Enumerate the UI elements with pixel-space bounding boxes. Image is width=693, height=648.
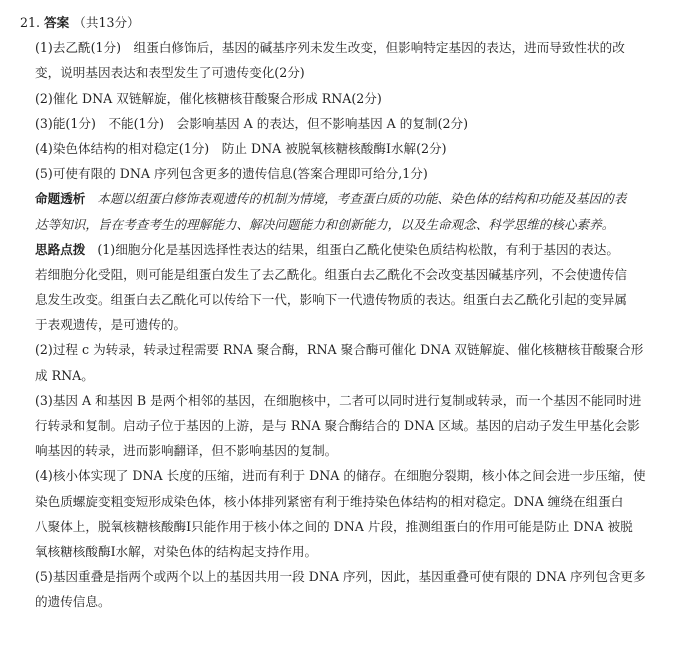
answer-label: 答案: [44, 15, 70, 30]
hint-3-line-1: (3)基因 A 和基因 B 是两个相邻的基因，在细胞核中，二者可以同时进行复制或转录，而一个基因不能同时进: [35, 392, 642, 408]
answer-page: [20, 10, 680, 615]
hint-4-line-4: 氧核糖核酸酶Ⅰ水解，对染色体的结构起支持作用。: [35, 543, 318, 559]
analysis-text-1: 本题以组蛋白修饰表观遗传的机制为情境，考查蛋白质的功能、染色体的结构和功能及基因的表: [97, 191, 627, 207]
answer-2: (2)催化 DNA 双链解旋，催化核糖核苷酸聚合形成 RNA(2分): [35, 90, 382, 106]
analysis-line-1: [20, 186, 680, 211]
hint-2-line-1: (2)过程 c 为转录，转录过程需要 RNA 聚合酶，RNA 聚合酶可催化 DNA 双链解旋、催化核糖核苷酸聚合形: [35, 342, 644, 358]
analysis-label: 命题透析: [35, 191, 86, 207]
hint-4-line-2: 染色质螺旋变粗变短形成染色体，核小体排列紧密有利于维持染色体结构的相对稳定。DNA 缠绕在组蛋白: [35, 493, 624, 509]
answer-1-line-2: 变，说明基因表达和表型发生了可遗传变化(2分): [35, 65, 305, 81]
hint-1-line-4: 于表观遗传，是可遗传的。: [35, 317, 187, 333]
hint-4-line-1: (4)核小体实现了 DNA 长度的压缩，进而有利于 DNA 的储存。在细胞分裂期，核小体之间会进一步压缩，使: [35, 468, 646, 484]
hints-text-1: (1)细胞分化是基因选择性表达的结果，组蛋白乙酰化使染色质结构松散，有利于基因的表达。: [97, 241, 619, 257]
hint-3-line-3: 响基因的转录，进而影响翻译，但不影响基因的复制。: [35, 443, 338, 459]
question-number: 21.: [20, 15, 41, 30]
hint-1-line-3: 息发生改变。组蛋白去乙酰化可以传给下一代，影响下一代遗传物质的表达。组蛋白去乙酰化引起的变异属: [35, 292, 627, 308]
answer-3: (3)能(1分) 不能(1分) 会影响基因 A 的表达，但不影响基因 A 的复制(2分): [35, 115, 468, 131]
total-score: （共13分）: [73, 15, 140, 30]
hint-5-line-1: (5)基因重叠是指两个或两个以上的基因共用一段 DNA 序列，因此，基因重叠可使有限的 DNA 序列包含更多: [35, 569, 646, 585]
answer-5: (5)可使有限的 DNA 序列包含更多的遗传信息(答案合理即可给分,1分): [35, 166, 428, 182]
answer-1-line-1: (1)去乙酰(1分) 组蛋白修饰后，基因的碱基序列未发生改变，但影响特定基因的表达，进而导致性状的改: [35, 40, 625, 56]
analysis-line-2: 达等知识，旨在考查考生的理解能力、解决问题能力和创新能力，以及生命观念、科学思维的核心素养。: [35, 216, 615, 232]
hints-line-1: [20, 237, 680, 262]
hint-4-line-3: 八聚体上，脱氧核糖核酸酶Ⅰ只能作用于核小体之间的 DNA 片段，推测组蛋白的作用可能是防止 DNA 被脱: [35, 518, 633, 534]
hint-5-line-2: 的遗传信息。: [35, 594, 111, 610]
hint-2-line-2: 成 RNA。: [35, 367, 94, 383]
question-header: [20, 10, 680, 35]
hint-1-line-2: 若细胞分化受阻，则可能是组蛋白发生了去乙酰化。组蛋白去乙酰化不会改变基因碱基序列，不会使遗传信: [35, 266, 627, 282]
hint-3-line-2: 行转录和复制。启动子位于基因的上游，是与 RNA 聚合酶结合的 DNA 区域。基因的启动子发生甲基化会影: [35, 418, 640, 433]
hints-label: 思路点拨: [35, 241, 86, 257]
answer-4: (4)染色体结构的相对稳定(1分) 防止 DNA 被脱氧核糖核酸酶Ⅰ水解(2分): [35, 140, 447, 156]
